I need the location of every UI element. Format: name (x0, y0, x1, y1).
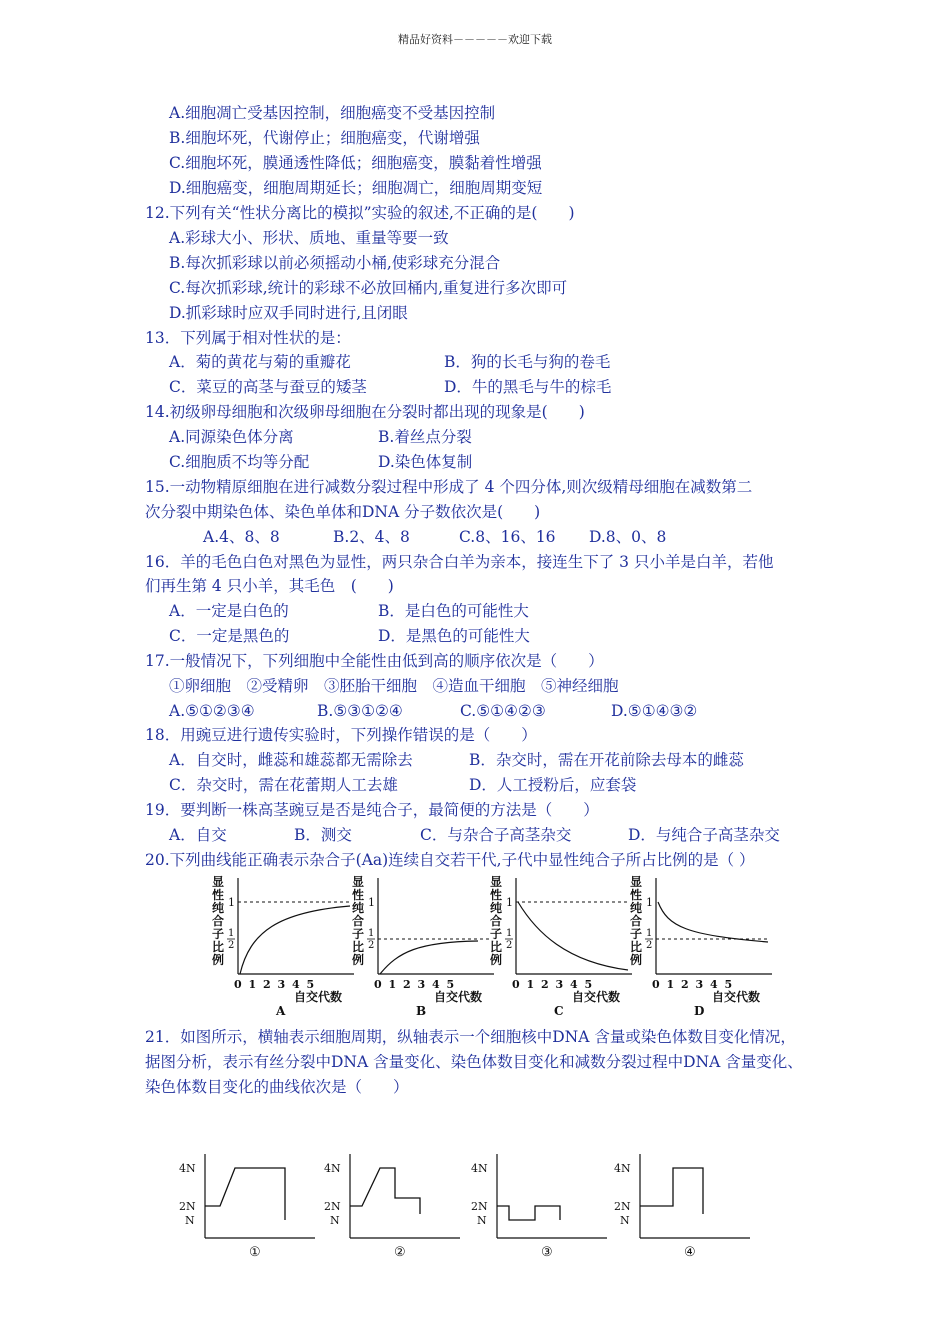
q18-option-b: B．杂交时，需在开花前除去母本的雌蕊 (469, 751, 744, 769)
q20-half-den: 2 (368, 940, 375, 951)
q21-graph-4 (614, 1154, 750, 1260)
q21-panel-label: ④ (684, 1245, 696, 1260)
q20-ylabel-char: 合 (212, 914, 225, 928)
q19-option-c: C．与杂合子高茎杂交 (420, 826, 572, 844)
q20-xtick: 5 (446, 978, 455, 991)
q20-xtick: 1 (388, 978, 397, 991)
q16-stem-2: 们再生第 4 只小羊，其毛色 ( ) (145, 577, 394, 595)
q21-label-n: N (477, 1214, 487, 1227)
q20-ylabel-char: 性 (212, 888, 225, 902)
q16-option-d: D．是黑色的可能性大 (378, 627, 530, 645)
q21-curve (497, 1206, 560, 1220)
q20-xtick: 4 (432, 978, 440, 991)
q20-xlabel: 自交代数 (434, 990, 483, 1004)
q20-half-den: 2 (646, 940, 653, 951)
q20-panel-label: B (416, 1004, 427, 1018)
q20-ylabel-char: 例 (490, 953, 503, 967)
q20-xtick: 1 (666, 978, 675, 991)
q21-stem-2: 据图分析，表示有丝分裂中DNA 含量变化、染色体数目变化和减数分裂过程中DNA 含量变化、 (145, 1053, 803, 1071)
q19-option-d: D．与纯合子高茎杂交 (628, 826, 780, 844)
q11-option-a: A.细胞凋亡受基因控制，细胞癌变不受基因控制 (169, 104, 496, 122)
q20-ylabel-char: 例 (212, 953, 225, 967)
q21-graph-3 (471, 1154, 607, 1260)
q21-label-2n: 2N (179, 1200, 196, 1213)
q21-graph-2 (324, 1154, 460, 1260)
q13-option-b: B．狗的长毛与狗的卷毛 (444, 353, 611, 371)
q20-ylabel-char: 显 (630, 875, 643, 889)
q20-panel-label: D (694, 1004, 705, 1018)
q20-ylabel-char: 性 (490, 888, 503, 902)
q20-graph-d (630, 875, 772, 1018)
q20-xtick: 2 (681, 978, 689, 991)
q20-xtick: 0 (374, 978, 382, 991)
q12-option-a: A.彩球大小、形状、质地、重量等要一致 (169, 229, 449, 247)
q20-ylabel-char: 比 (212, 940, 225, 954)
q16-option-c: C．一定是黑色的 (169, 627, 290, 645)
q11-option-c: C.细胞坏死，膜通透性降低；细胞癌变，膜黏着性增强 (169, 154, 542, 172)
q21-panel-label: ③ (541, 1245, 553, 1260)
q13-option-a: A．菊的黄花与菊的重瓣花 (169, 353, 351, 371)
q21-label-n: N (330, 1214, 340, 1227)
q20-graph-c (490, 875, 632, 1018)
q14-option-a: A.同源染色体分离 (169, 428, 294, 446)
q21-figure (170, 1150, 770, 1265)
q20-stem: 20.下列曲线能正确表示杂合子(Aa)连续自交若干代,子代中显性纯合子所占比例的是（ ） (145, 851, 755, 869)
q20-ylabel-char: 显 (490, 875, 503, 889)
q14-stem: 14.初级卵母细胞和次级卵母细胞在分裂时都出现的现象是( ) (145, 403, 585, 421)
q13-option-c: C．菜豆的高茎与蚕豆的矮茎 (169, 378, 367, 396)
q18-option-c: C．杂交时，需在花蕾期人工去雄 (169, 776, 398, 794)
q21-label-2n: 2N (324, 1200, 341, 1213)
q20-xtick: 3 (695, 978, 704, 991)
q13-option-d: D．牛的黑毛与牛的棕毛 (444, 378, 612, 396)
q20-curve (658, 902, 768, 942)
q20-xtick: 2 (541, 978, 549, 991)
q20-graph-a (212, 875, 354, 1018)
q21-label-4n: 4N (179, 1162, 196, 1175)
q20-ylabel-char: 显 (212, 875, 225, 889)
q17-option-c: C.⑤①④②③ (460, 702, 546, 720)
q21-panel-label: ① (249, 1245, 261, 1260)
q20-half-num: 1 (368, 928, 375, 939)
q20-panel-label: A (276, 1004, 286, 1018)
q21-label-2n: 2N (471, 1200, 488, 1213)
q11-option-d: D.细胞癌变，细胞周期延长；细胞凋亡，细胞周期变短 (169, 179, 543, 197)
q20-ylabel-char: 纯 (490, 901, 503, 915)
q20-xtick: 0 (234, 978, 242, 991)
q20-ylabel-char: 比 (352, 940, 365, 954)
q21-graph-1 (179, 1154, 315, 1260)
q20-ylabel-char: 子 (490, 927, 503, 941)
q15-option-c: C.8、16、16 (459, 528, 556, 546)
q11-option-b: B.细胞坏死，代谢停止；细胞癌变，代谢增强 (169, 129, 480, 147)
q20-ylabel-char: 例 (352, 953, 365, 967)
q20-ylabel-char: 子 (212, 927, 225, 941)
q18-option-a: A．自交时，雌蕊和雄蕊都无需除去 (169, 751, 413, 769)
q16-option-a: A．一定是白色的 (169, 602, 289, 620)
page-header (0, 31, 950, 47)
q21-label-n: N (620, 1214, 630, 1227)
q21-curve (640, 1168, 703, 1214)
q15-option-b: B.2、4、8 (333, 528, 410, 546)
q18-option-d: D．人工授粉后，应套袋 (469, 776, 637, 794)
q20-ylabel-char: 性 (352, 888, 365, 902)
q20-xtick: 5 (724, 978, 733, 991)
q20-ylabel-char: 子 (630, 927, 643, 941)
q21-label-4n: 4N (471, 1162, 488, 1175)
q20-graph-b (352, 875, 494, 1018)
q12-option-c: C.每次抓彩球,统计的彩球不必放回桶内,重复进行多次即可 (169, 279, 568, 297)
q20-xtick: 4 (570, 978, 578, 991)
q19-option-a: A．自交 (169, 826, 227, 844)
q20-xtick: 5 (306, 978, 315, 991)
q20-xtick: 3 (417, 978, 426, 991)
q20-xlabel: 自交代数 (294, 990, 343, 1004)
q20-xtick: 3 (555, 978, 564, 991)
q20-ylabel-char: 性 (630, 888, 643, 902)
q17-items: ①卵细胞 ②受精卵 ③胚胎干细胞 ④造血干细胞 ⑤神经细胞 (169, 677, 619, 695)
q16-stem-1: 16．羊的毛色白色对黑色为显性，两只杂合白羊为亲本，接连生下了 3 只小羊是白羊，若他 (145, 553, 774, 571)
q14-option-b: B.着丝点分裂 (378, 428, 472, 446)
q21-label-4n: 4N (324, 1162, 341, 1175)
q13-stem: 13．下列属于相对性状的是： (145, 329, 351, 347)
q20-xtick: 1 (526, 978, 535, 991)
q20-tick-1: 1 (506, 896, 513, 909)
q20-ylabel-char: 纯 (630, 901, 643, 915)
q21-label-n: N (185, 1214, 195, 1227)
header-left: 精品好资料 (398, 33, 453, 46)
q20-xtick: 4 (710, 978, 718, 991)
q21-label-4n: 4N (614, 1162, 631, 1175)
q20-ylabel-char: 合 (630, 914, 643, 928)
q20-ylabel-char: 显 (352, 875, 365, 889)
q20-tick-1: 1 (368, 896, 375, 909)
q15-stem-2: 次分裂中期染色体、染色单体和DNA 分子数依次是( ) (145, 503, 541, 521)
q20-ylabel-char: 纯 (352, 901, 365, 915)
q20-figure (200, 872, 800, 1022)
q20-tick-1: 1 (646, 896, 653, 909)
q19-stem: 19．要判断一株高茎豌豆是否是纯合子，最简便的方法是（ ） (145, 801, 599, 819)
q20-ylabel-char: 比 (490, 940, 503, 954)
q14-option-d: D.染色体复制 (378, 453, 473, 471)
q12-option-d: D.抓彩球时应双手同时进行,且闭眼 (169, 304, 408, 322)
q20-curve (380, 941, 478, 974)
q12-option-b: B.每次抓彩球以前必须摇动小桶,使彩球充分混合 (169, 254, 501, 272)
q19-option-b: B．测交 (294, 826, 352, 844)
q20-ylabel-char: 纯 (212, 901, 225, 915)
q17-stem: 17.一般情况下，下列细胞中全能性由低到高的顺序依次是（ ） (145, 652, 604, 670)
q21-stem-3: 染色体数目变化的曲线依次是（ ） (145, 1078, 409, 1096)
q20-half-num: 1 (228, 928, 235, 939)
q15-option-a: A.4、8、8 (203, 528, 280, 546)
q17-option-b: B.⑤③①②④ (317, 702, 403, 720)
q17-option-a: A.⑤①②③④ (169, 702, 255, 720)
q20-xtick: 0 (652, 978, 660, 991)
q20-xtick: 2 (263, 978, 271, 991)
q20-xtick: 1 (248, 978, 257, 991)
q20-xlabel: 自交代数 (712, 990, 761, 1004)
q16-option-b: B．是白色的可能性大 (378, 602, 529, 620)
q20-ylabel-char: 例 (630, 953, 643, 967)
q12-stem: 12.下列有关“性状分离比的模拟”实验的叙述,不正确的是( ) (145, 204, 575, 222)
q20-half-den: 2 (228, 940, 235, 951)
q20-half-num: 1 (646, 928, 653, 939)
q20-ylabel-char: 合 (352, 914, 365, 928)
q20-ylabel-char: 比 (630, 940, 643, 954)
q21-stem-1: 21．如图所示，横轴表示细胞周期，纵轴表示一个细胞核中DNA 含量或染色体数目变化情况， (145, 1028, 796, 1046)
q20-half-num: 1 (506, 928, 513, 939)
q21-panel-label: ② (394, 1245, 406, 1260)
q20-xtick: 0 (512, 978, 520, 991)
q15-option-d: D.8、0、8 (589, 528, 667, 546)
q21-label-2n: 2N (614, 1200, 631, 1213)
q20-ylabel-char: 合 (490, 914, 503, 928)
q14-option-c: C.细胞质不均等分配 (169, 453, 310, 471)
q21-curve (350, 1168, 420, 1214)
q20-panel-label: C (554, 1004, 564, 1018)
q17-option-d: D.⑤①④③② (611, 702, 698, 720)
q21-curve (205, 1168, 285, 1220)
q20-xtick: 2 (403, 978, 411, 991)
q20-half-den: 2 (506, 940, 513, 951)
q20-xtick: 4 (292, 978, 300, 991)
header-right: 欢迎下载 (508, 33, 552, 46)
q20-curve (240, 906, 350, 974)
header-dashes: －－－－－ (453, 33, 508, 46)
q20-ylabel-char: 子 (352, 927, 365, 941)
q20-xlabel: 自交代数 (572, 990, 621, 1004)
q18-stem: 18．用豌豆进行遗传实验时，下列操作错误的是（ ） (145, 726, 537, 744)
q15-stem-1: 15.一动物精原细胞在进行减数分裂过程中形成了 4 个四分体,则次级精母细胞在减数第二 (145, 478, 753, 496)
q20-xtick: 5 (584, 978, 593, 991)
q20-curve (518, 902, 628, 970)
q20-tick-1: 1 (228, 896, 235, 909)
q20-xtick: 3 (277, 978, 286, 991)
